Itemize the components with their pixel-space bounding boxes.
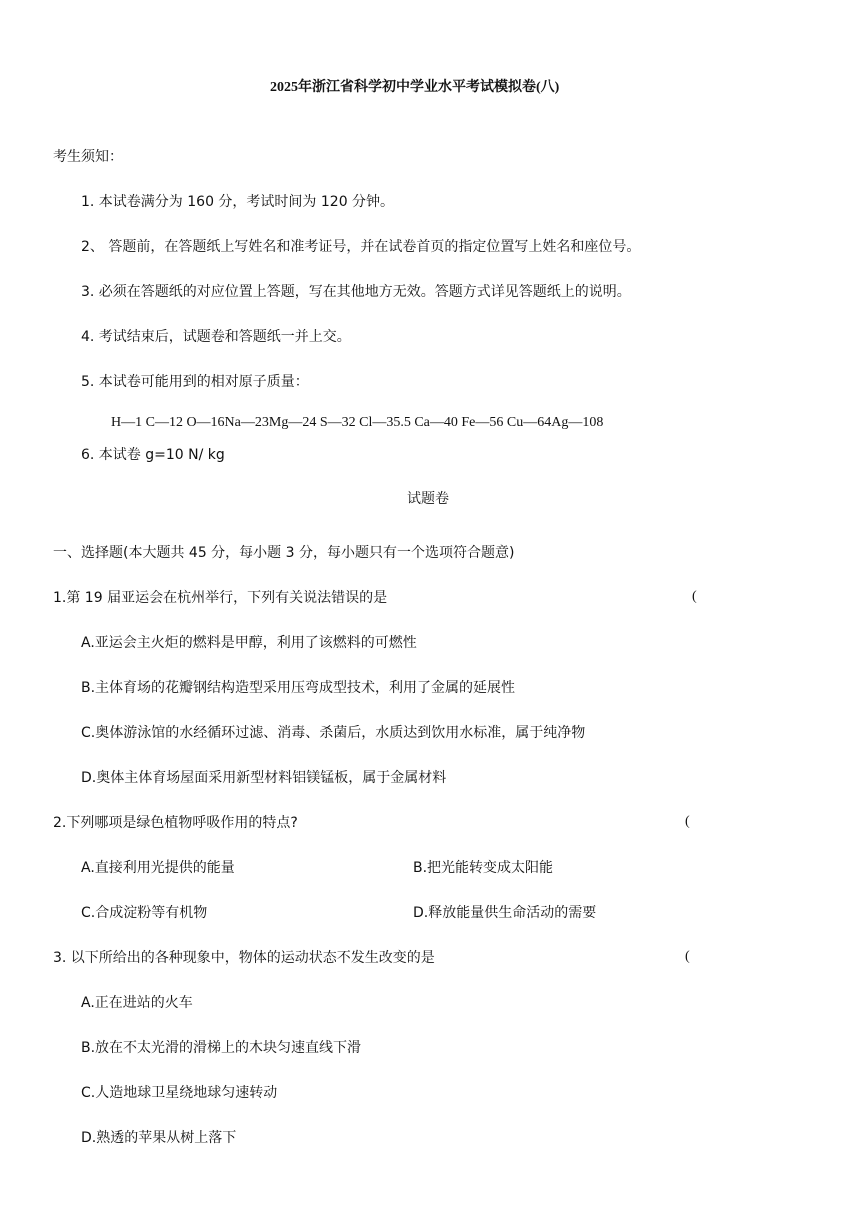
question-2-option-a: A.直接利用光提供的能量 xyxy=(81,860,235,876)
question-1-option-c: C.奥体游泳馆的水经循环过滤、消毒、杀菌后，水质达到饮用水标准，属于纯净物 xyxy=(81,725,586,741)
question-3-option-b: B.放在不太光滑的滑梯上的木块匀速直线下滑 xyxy=(81,1040,362,1056)
notice-item-5: 5. 本试卷可能用到的相对原子质量： xyxy=(81,374,309,390)
question-1-stem: 1.第 19 届亚运会在杭州举行，下列有关说法错误的是 xyxy=(53,590,388,606)
question-3-stem: 3. 以下所给出的各种现象中，物体的运动状态不发生改变的是 xyxy=(53,950,435,966)
question-2-option-c: C.合成淀粉等有机物 xyxy=(81,905,208,921)
question-3-option-a: A.正在进站的火车 xyxy=(81,995,193,1011)
page-title: 2025年浙江省科学初中学业水平考试模拟卷(八) xyxy=(270,80,560,95)
notice-item-2: 2、 答题前，在答题纸上写姓名和准考证号，并在试卷首页的指定位置写上姓名和座位号。 xyxy=(81,239,641,255)
question-3-option-c: C.人造地球卫星绕地球匀速转动 xyxy=(81,1085,278,1101)
question-3-answer-paren: ( xyxy=(685,949,690,964)
notice-item-3: 3. 必须在答题纸的对应位置上答题，写在其他地方无效。答题方式详见答题纸上的说明。 xyxy=(81,284,631,300)
question-3-option-d: D.熟透的苹果从树上落下 xyxy=(81,1130,237,1146)
section-title: 试题卷 xyxy=(407,491,449,507)
question-2-stem: 2.下列哪项是绿色植物呼吸作用的特点? xyxy=(53,815,298,831)
question-1-option-b: B.主体育场的花瓣钢结构造型采用压弯成型技术，利用了金属的延展性 xyxy=(81,680,516,696)
notice-item-4: 4. 考试结束后，试题卷和答题纸一并上交。 xyxy=(81,329,351,345)
notice-item-6: 6. 本试卷 g=10 N/ kg xyxy=(81,447,225,463)
part1-heading: 一、选择题(本大题共 45 分，每小题 3 分，每小题只有一个选项符合题意) xyxy=(53,545,515,561)
atomic-masses: H—1 C—12 O—16Na—23Mg—24 S—32 Cl—35.5 Ca—40 Fe—56 Cu—64Ag—108 xyxy=(111,415,604,430)
question-1-answer-paren: ( xyxy=(692,589,697,604)
question-2-option-d: D.释放能量供生命活动的需要 xyxy=(413,905,597,921)
notice-heading: 考生须知： xyxy=(53,149,123,165)
question-1-option-a: A.亚运会主火炬的燃料是甲醇，利用了该燃料的可燃性 xyxy=(81,635,417,651)
question-1-option-d: D.奥体主体育场屋面采用新型材料铝镁锰板，属于金属材料 xyxy=(81,770,447,786)
question-2-answer-paren: ( xyxy=(685,814,690,829)
notice-item-1: 1. 本试卷满分为 160 分，考试时间为 120 分钟。 xyxy=(81,194,395,210)
question-2-option-b: B.把光能转变成太阳能 xyxy=(413,860,554,876)
